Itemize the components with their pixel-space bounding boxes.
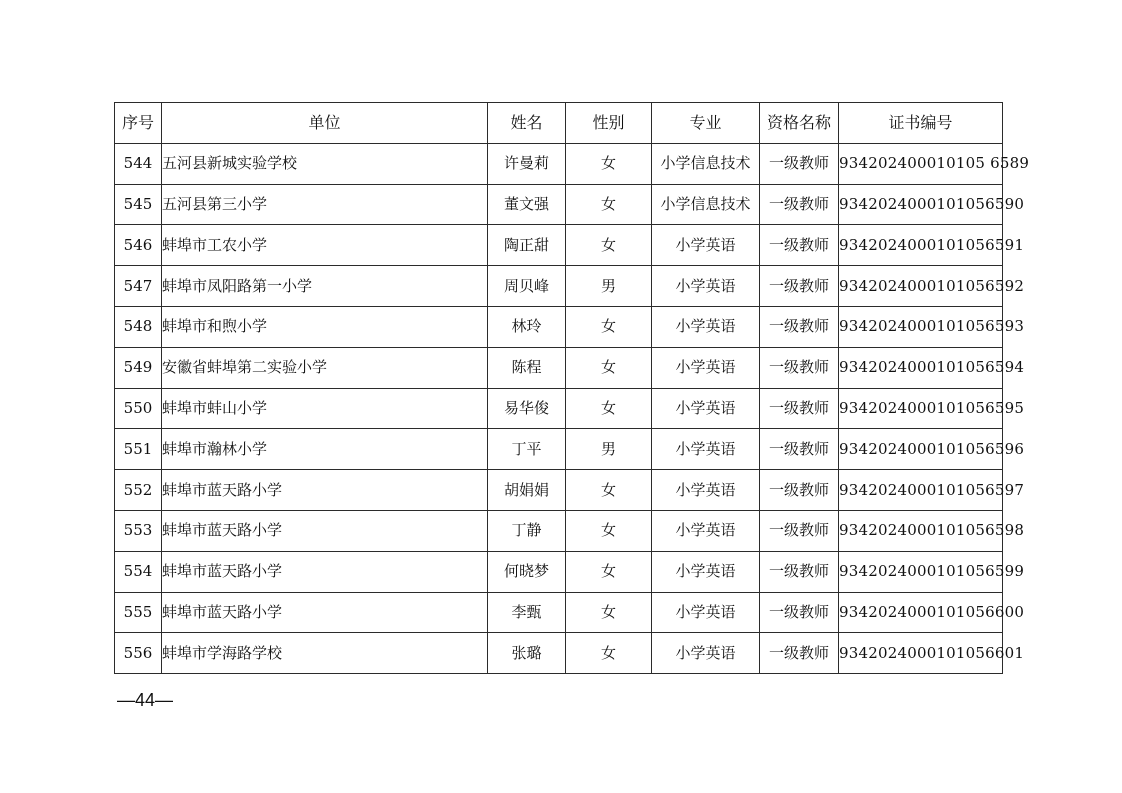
cell-certificate: 9342024000101056591: [839, 225, 1003, 266]
table-row: [115, 306, 1003, 347]
table-row: [115, 592, 1003, 633]
cell-gender: 女: [566, 225, 652, 266]
header-unit: 单位: [162, 103, 488, 144]
table-row: [115, 633, 1003, 674]
cell-gender: 男: [566, 266, 652, 307]
cell-name: 胡娟娟: [488, 470, 566, 511]
cell-certificate: 9342024000101056595: [839, 388, 1003, 429]
cell-gender: 女: [566, 184, 652, 225]
header-name: 姓名: [488, 103, 566, 144]
cell-certificate: 9342024000101056598: [839, 510, 1003, 551]
cell-no: 551: [115, 429, 162, 470]
cell-unit: 蚌埠市工农小学: [162, 225, 488, 266]
cell-certificate: 9342024000101056590: [839, 184, 1003, 225]
cell-gender: 女: [566, 592, 652, 633]
cell-qualification: 一级教师: [760, 551, 839, 592]
header-major: 专业: [652, 103, 760, 144]
cell-unit: 蚌埠市蓝天路小学: [162, 551, 488, 592]
cell-name: 李甄: [488, 592, 566, 633]
cell-major: 小学信息技术: [652, 184, 760, 225]
cell-unit: 蚌埠市学海路学校: [162, 633, 488, 674]
cell-certificate: 9342024000101056596: [839, 429, 1003, 470]
cell-gender: 女: [566, 470, 652, 511]
table-row: [115, 510, 1003, 551]
cell-no: 552: [115, 470, 162, 511]
cell-name: 丁平: [488, 429, 566, 470]
table-header-row: [115, 103, 1003, 144]
cell-qualification: 一级教师: [760, 143, 839, 184]
page-number: —44—: [117, 690, 174, 710]
cell-major: 小学英语: [652, 551, 760, 592]
cell-gender: 女: [566, 388, 652, 429]
cell-no: 550: [115, 388, 162, 429]
header-certificate: 证书编号: [839, 103, 1003, 144]
header-qualification: 资格名称: [760, 103, 839, 144]
cell-name: 董文强: [488, 184, 566, 225]
table-row: [115, 470, 1003, 511]
cell-no: 553: [115, 510, 162, 551]
cell-unit: 安徽省蚌埠第二实验小学: [162, 347, 488, 388]
cell-no: 546: [115, 225, 162, 266]
cell-major: 小学信息技术: [652, 143, 760, 184]
cell-gender: 女: [566, 143, 652, 184]
cell-gender: 女: [566, 633, 652, 674]
cell-major: 小学英语: [652, 225, 760, 266]
header-gender: 性别: [566, 103, 652, 144]
cell-no: 545: [115, 184, 162, 225]
cell-certificate: 934202400010105 6589: [839, 143, 1003, 184]
header-no: 序号: [115, 103, 162, 144]
cell-unit: 蚌埠市蚌山小学: [162, 388, 488, 429]
cell-name: 丁静: [488, 510, 566, 551]
cell-certificate: 9342024000101056599: [839, 551, 1003, 592]
cell-name: 陶正甜: [488, 225, 566, 266]
cell-name: 何晓梦: [488, 551, 566, 592]
teacher-qualification-table: [114, 102, 1030, 674]
cell-certificate: 9342024000101056601: [839, 633, 1003, 674]
cell-qualification: 一级教师: [760, 347, 839, 388]
cell-qualification: 一级教师: [760, 429, 839, 470]
cell-no: 544: [115, 143, 162, 184]
cell-unit: 蚌埠市蓝天路小学: [162, 510, 488, 551]
cell-unit: 五河县新城实验学校: [162, 143, 488, 184]
cell-major: 小学英语: [652, 266, 760, 307]
cell-certificate: 9342024000101056592: [839, 266, 1003, 307]
cell-name: 周贝峰: [488, 266, 566, 307]
table-row: [115, 551, 1003, 592]
cell-gender: 女: [566, 347, 652, 388]
cell-qualification: 一级教师: [760, 510, 839, 551]
cell-qualification: 一级教师: [760, 225, 839, 266]
cell-name: 林玲: [488, 306, 566, 347]
cell-qualification: 一级教师: [760, 592, 839, 633]
cell-major: 小学英语: [652, 633, 760, 674]
table-row: [115, 347, 1003, 388]
cell-major: 小学英语: [652, 470, 760, 511]
cell-certificate: 9342024000101056600: [839, 592, 1003, 633]
cell-unit: 蚌埠市凤阳路第一小学: [162, 266, 488, 307]
cell-certificate: 9342024000101056593: [839, 306, 1003, 347]
cell-qualification: 一级教师: [760, 388, 839, 429]
table-row: [115, 266, 1003, 307]
cell-name: 陈程: [488, 347, 566, 388]
cell-unit: 蚌埠市和煦小学: [162, 306, 488, 347]
cell-qualification: 一级教师: [760, 470, 839, 511]
cell-major: 小学英语: [652, 306, 760, 347]
cell-gender: 女: [566, 306, 652, 347]
cell-major: 小学英语: [652, 510, 760, 551]
cell-major: 小学英语: [652, 592, 760, 633]
cell-no: 548: [115, 306, 162, 347]
table-row: [115, 225, 1003, 266]
table-row: [115, 429, 1003, 470]
cell-qualification: 一级教师: [760, 306, 839, 347]
cell-major: 小学英语: [652, 388, 760, 429]
cell-name: 许曼莉: [488, 143, 566, 184]
cell-no: 547: [115, 266, 162, 307]
cell-gender: 男: [566, 429, 652, 470]
cell-no: 549: [115, 347, 162, 388]
cell-unit: 五河县第三小学: [162, 184, 488, 225]
cell-major: 小学英语: [652, 347, 760, 388]
cell-no: 556: [115, 633, 162, 674]
cell-gender: 女: [566, 551, 652, 592]
table-row: [115, 184, 1003, 225]
cell-major: 小学英语: [652, 429, 760, 470]
cell-qualification: 一级教师: [760, 266, 839, 307]
cell-certificate: 9342024000101056594: [839, 347, 1003, 388]
cell-name: 易华俊: [488, 388, 566, 429]
table-row: [115, 388, 1003, 429]
table-row: [115, 143, 1003, 184]
cell-qualification: 一级教师: [760, 633, 839, 674]
cell-no: 555: [115, 592, 162, 633]
cell-gender: 女: [566, 510, 652, 551]
cell-unit: 蚌埠市瀚林小学: [162, 429, 488, 470]
cell-unit: 蚌埠市蓝天路小学: [162, 592, 488, 633]
cell-qualification: 一级教师: [760, 184, 839, 225]
cell-no: 554: [115, 551, 162, 592]
cell-unit: 蚌埠市蓝天路小学: [162, 470, 488, 511]
cell-name: 张璐: [488, 633, 566, 674]
cell-certificate: 9342024000101056597: [839, 470, 1003, 511]
